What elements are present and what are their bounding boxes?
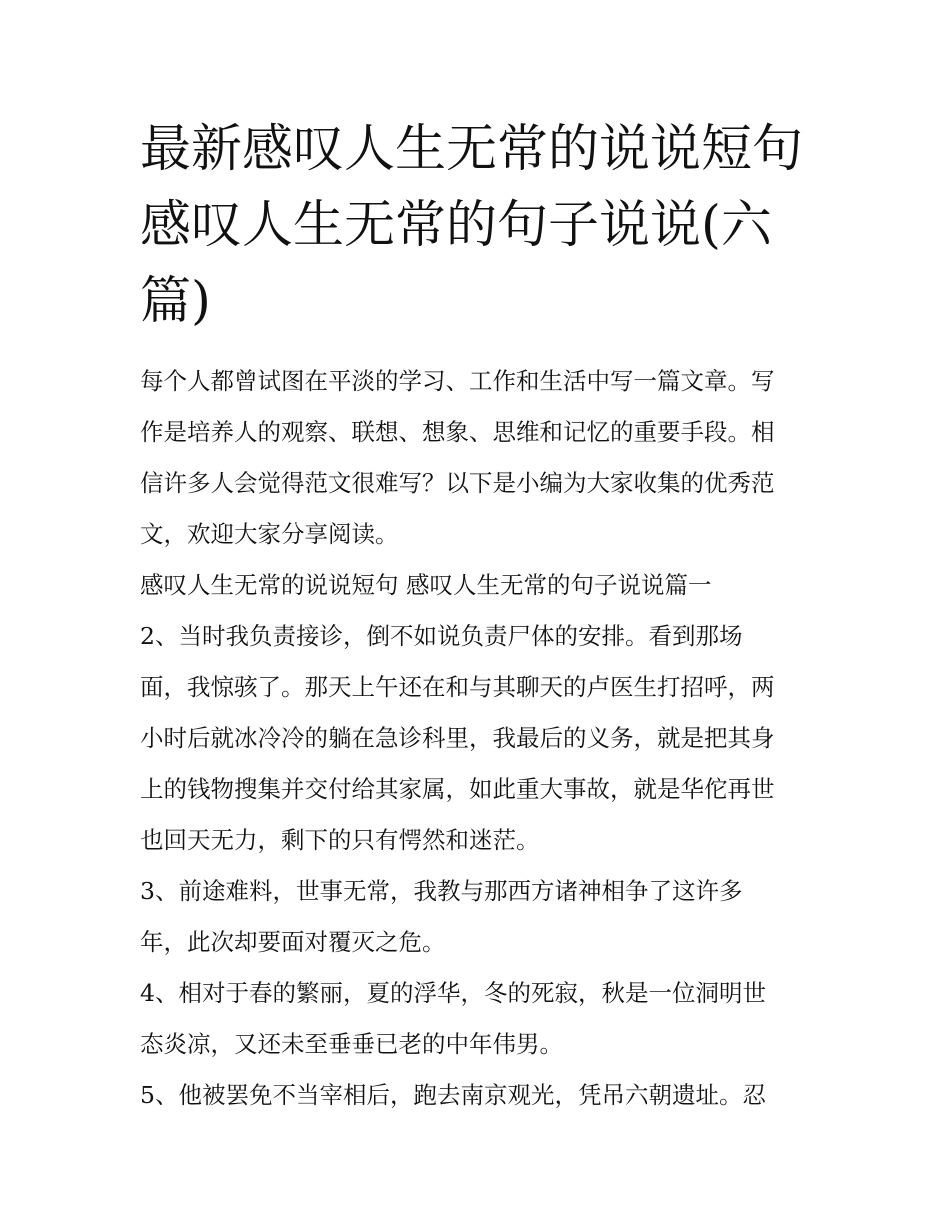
title-line: 篇) <box>140 272 211 331</box>
text-line: 5、他被罢免不当宰相后，跑去南京观光，凭吊六朝遗址。忍 <box>140 1081 766 1109</box>
document-body <box>140 356 820 1121</box>
text-line: 上的钱物搜集并交付给其家属，如此重大事故，就是华佗再世 <box>140 775 775 803</box>
text-line: 态炎凉，又还未至垂垂已老的中年伟男。 <box>140 1030 563 1058</box>
item-paragraph-4 <box>140 968 820 1070</box>
text-line: 小时后就冰冷冷的躺在急诊科里，我最后的义务，就是把其身 <box>140 724 775 752</box>
title-line: 最新感叹人生无常的说说短句 <box>140 120 804 179</box>
text-line: 面，我惊骇了。那天上午还在和与其聊天的卢医生打招呼，两 <box>140 673 775 701</box>
text-line: 2、当时我负责接诊，倒不如说负责尸体的安排。看到那场 <box>140 622 743 650</box>
intro-paragraph <box>140 356 820 560</box>
text-line: 感叹人生无常的说说短句 感叹人生无常的句子说说篇一 <box>140 571 712 599</box>
title-line: 感叹人生无常的句子说说(六 <box>140 196 772 255</box>
text-line: 作是培养人的观察、联想、想象、思维和记忆的重要手段。相 <box>140 418 775 446</box>
text-line: 信许多人会觉得范文很难写？以下是小编为大家收集的优秀范 <box>140 469 775 497</box>
item-paragraph-5 <box>140 1070 820 1121</box>
text-line: 每个人都曾试图在平淡的学习、工作和生活中写一篇文章。写 <box>140 367 775 395</box>
text-line: 4、相对于春的繁丽，夏的浮华，冬的死寂，秋是一位洞明世 <box>140 979 766 1007</box>
section-heading <box>140 560 820 611</box>
item-paragraph-3 <box>140 866 820 968</box>
text-line: 3、前途难料，世事无常，我教与那西方诸神相争了这许多 <box>140 877 743 905</box>
text-line: 也回天无力，剩下的只有愕然和迷茫。 <box>140 826 540 854</box>
text-line: 年，此次却要面对覆灭之危。 <box>140 928 446 956</box>
text-line: 文，欢迎大家分享阅读。 <box>140 520 399 548</box>
item-paragraph-2 <box>140 611 820 866</box>
document-title <box>140 112 820 340</box>
